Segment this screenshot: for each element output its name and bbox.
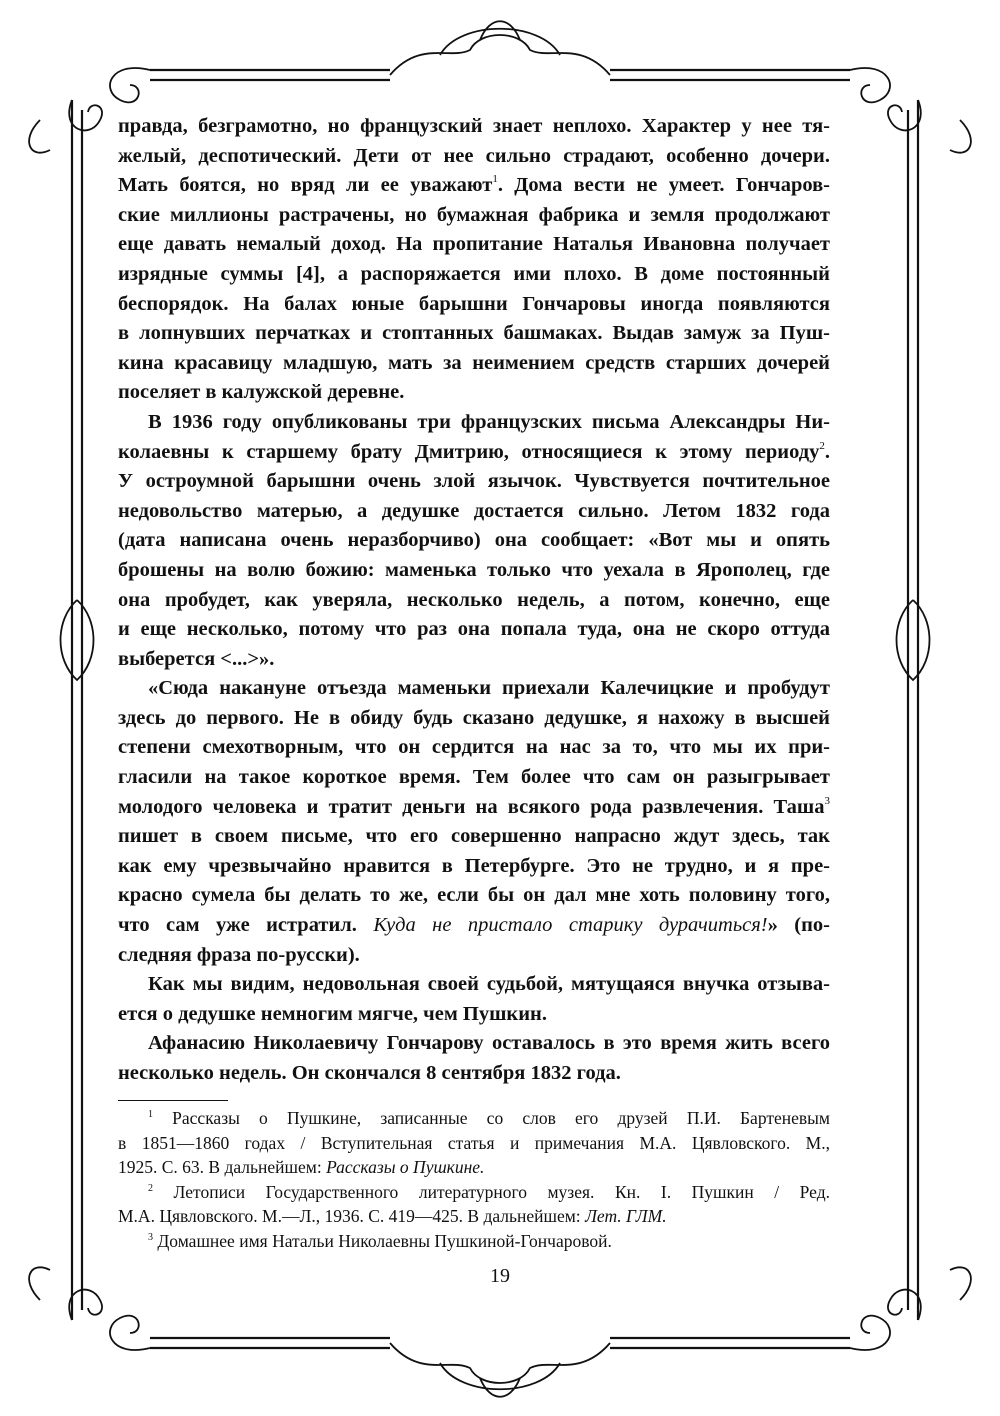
footnote-line (118, 1204, 830, 1229)
text-segment: следняя фраза по-русски). (118, 943, 360, 966)
text-segment: выберется <...>». (118, 647, 275, 670)
text-segment: 1925. С. 63. В дальнейшем: (118, 1157, 327, 1177)
footnote-marker: 2 (148, 1182, 153, 1194)
text-line (118, 290, 830, 320)
footnote-line (118, 1106, 830, 1131)
text-line (118, 171, 830, 201)
italic-text: Лет. ГЛМ. (585, 1206, 667, 1226)
footnotes (118, 1106, 830, 1253)
text-segment: молодого человека и тратит деньги на всякого рода развлечения. Таша (118, 795, 825, 818)
text-segment: колаевны к старшему брату Дмитрию, относящиеся к этому периоду (118, 440, 820, 463)
text-line (118, 497, 830, 527)
text-segment: недовольство матерью, а дедушке достается сильно. Летом 1832 года (118, 499, 830, 522)
text-line (118, 201, 830, 231)
text-segment: (дата написана очень неразборчиво) она сообщает: «Вот мы и опять (118, 529, 830, 552)
italic-text: Рассказы о Пушкине. (326, 1157, 485, 1177)
text-segment: » (по- (767, 914, 830, 937)
text-segment: Как мы видим, недовольная своей судьбой, мятущаяся внучка отзыва- (148, 973, 830, 996)
footnote-line (118, 1229, 830, 1254)
text-line (118, 1059, 830, 1089)
text-segment: правда, безграмотно, но французский знает неплохо. Характер у нее тя- (118, 115, 830, 137)
text-segment: Афанасию Николаевичу Гончарову оставалось в это время жить всего (148, 1032, 830, 1055)
text-segment: еще давать немалый доход. На пропитание Наталья Ивановна получает (118, 233, 830, 256)
text-segment: пишет в своем письме, что его совершенно напрасно ждут здесь, так (118, 825, 830, 848)
text-line (118, 586, 830, 616)
text-segment: изрядные суммы [4], а распоряжается ими плохо. В доме постоянный (118, 262, 830, 285)
text-segment: в 1851—1860 годах / Вступительная статья и примечания М.А. Цявловского. М., (118, 1132, 830, 1153)
footnote-marker: 1 (492, 173, 498, 186)
footnote-marker: 1 (148, 1109, 153, 1120)
text-line (118, 378, 830, 408)
text-segment: Домашнее имя Натальи Николаевны Пушкиной-Гончаровой. (153, 1230, 612, 1251)
text-line (118, 970, 830, 1000)
text-line (118, 645, 830, 675)
text-segment: она пробудет, как уверяла, несколько недель, а потом, конечно, еще (118, 588, 830, 611)
text-line (118, 763, 830, 793)
text-segment: кина красавицу младшую, мать за неимением средств старших дочерей (118, 351, 830, 374)
text-line (118, 793, 830, 823)
footnote-marker: 3 (148, 1231, 153, 1243)
text-line (118, 674, 830, 704)
text-segment: ется о дедушке немногим мягче, чем Пушкин. (118, 1002, 547, 1025)
body-text (118, 112, 830, 1089)
text-segment: . Дома вести не умеет. Гончаров- (497, 174, 830, 197)
text-line (118, 408, 830, 438)
text-line (118, 556, 830, 586)
text-segment: В 1936 году опубликованы три французских письма Александры Ни- (148, 410, 830, 433)
text-line (118, 881, 830, 911)
text-line (118, 112, 830, 142)
text-segment: здесь до первого. Не в обиду будь сказано дедушке, я нахожу в высшей (118, 706, 830, 729)
text-segment: . (824, 440, 830, 463)
text-segment: что сам уже истратил. (118, 914, 374, 937)
text-line (118, 438, 830, 468)
text-line (118, 822, 830, 852)
text-segment: беспорядок. На балах юные барышни Гончаровы иногда появляются (118, 292, 830, 315)
text-segment: поселяет в калужской деревне. (118, 381, 405, 404)
text-segment: несколько недель. Он скончался 8 сентября 1832 года. (118, 1062, 621, 1084)
text-line (118, 1029, 830, 1059)
text-segment: гласили на такое короткое время. Тем более что сам он разыгрывает (118, 766, 830, 789)
text-segment: и еще несколько, потому что раз она попала туда, она не скоро оттуда (118, 618, 830, 641)
text-segment: желый, деспотический. Дети от нее сильно страдают, особенно дочери. (118, 144, 830, 167)
italic-text: Куда не пристало старику дурачиться! (373, 914, 768, 937)
text-line (118, 733, 830, 763)
footnote-marker: 2 (819, 439, 825, 452)
text-segment: степени смехотворным, что он сердится на нас за то, что мы их при- (118, 736, 830, 759)
text-line (118, 230, 830, 260)
text-line (118, 704, 830, 734)
text-line (118, 467, 830, 497)
text-line (118, 526, 830, 556)
text-segment: ские миллионы растрачены, но бумажная фабрика и земля продолжают (118, 203, 830, 226)
footnote-line (118, 1131, 830, 1156)
text-segment: Рассказы о Пушкине, записанные со слов его друзей П.И. Бартеневым (153, 1108, 830, 1128)
text-segment: как ему чрезвычайно нравится в Петербурге. Это не трудно, и я пре- (118, 854, 830, 877)
text-segment: У остроумной барышни очень злой язычок. Чувствуется почтительное (118, 470, 830, 493)
text-line (118, 349, 830, 379)
footnote-marker: 3 (824, 794, 830, 807)
text-line (118, 941, 830, 971)
footnote-line (118, 1155, 830, 1180)
page-number: 19 (490, 1265, 510, 1287)
text-segment: в лопнувших перчатках и стоптанных башмаках. Выдав замуж за Пуш- (118, 322, 830, 345)
footnote-line (118, 1180, 830, 1205)
text-line (118, 615, 830, 645)
text-segment: Мать боятся, но вряд ли ее уважают (118, 174, 493, 197)
text-line (118, 911, 830, 941)
text-segment: «Сюда накануне отъезда маменьки приехали Калечицкие и пробудут (148, 677, 830, 700)
text-line (118, 260, 830, 290)
text-line (118, 1000, 830, 1030)
text-line (118, 142, 830, 172)
footnote-separator (118, 1100, 228, 1101)
text-line (118, 319, 830, 349)
text-segment: М.А. Цявловского. М.—Л., 1936. С. 419—425. В дальнейшем: (118, 1206, 586, 1226)
text-segment: брошены на волю божию: маменька только что уехала в Ярополец, где (118, 558, 830, 581)
text-segment: красно сумела бы делать то же, если бы он дал мне хоть половину того, (118, 884, 830, 907)
text-line (118, 852, 830, 882)
text-segment: Летописи Государственного литературного музея. Кн. I. Пушкин / Ред. (153, 1181, 830, 1202)
